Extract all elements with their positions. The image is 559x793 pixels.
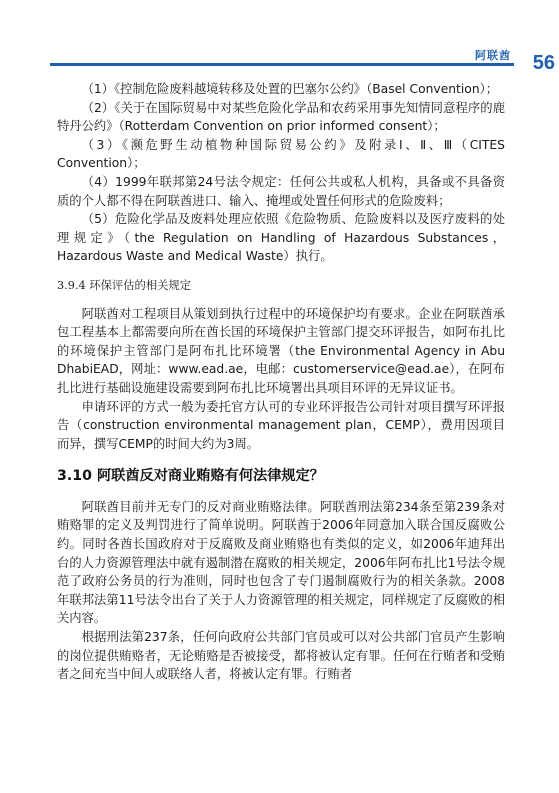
eia-paragraph-1: 阿联酋对工程项目从策划到执行过程中的环境保护均有要求。企业在阿联酋承包工程基本上都需要向所在酋长国的环境保护主管部门提交环评报告，如阿布扎比的环境保护主管部门是阿布扎比环境署（the Environmental Agency in Abu DhabiEAD，网址：www.ead.ae，电邮：customerservice@ead.ae），在阿布扎比进行基础设施建设需要到阿布扎比环境署出具项目环评的无异议证书。 xyxy=(57,306,505,395)
page-header xyxy=(0,0,559,74)
header-rule xyxy=(50,63,514,66)
subsection-heading: 3.9.4 环保评估的相关规定 xyxy=(57,278,192,292)
regulation-item-4: （4）1999年联邦第24号法令规定：任何公共或私人机构，具备或不具备资质的个人都不得在阿联酋进口、输入、掩埋或处置任何形式的危险废料； xyxy=(57,174,505,208)
convention-item-3: （3）《濒危野生动植物种国际贸易公约》及附录Ⅰ、Ⅱ、Ⅲ（CITES Convention）； xyxy=(57,137,505,171)
eia-paragraph-2: 申请环评的方式一般为委托官方认可的专业环评报告公司针对项目撰写环评报告（construction environmental management plan，CEMP），费用因项目而异，撰写CEMP的时间大约为3周。 xyxy=(57,399,505,451)
convention-item-1: （1）《控制危险废料越境转移及处置的巴塞尔公约》（Basel Convention）； xyxy=(81,82,499,96)
regulation-item-5: （5）危险化学品及废料处理应依照《危险物质、危险废料以及医疗废料的处理规定》（the Regulation on Handling of Hazardous Substances，Hazardous Waste and Medical Waste）执行。 xyxy=(57,212,505,264)
bribery-paragraph-2: 根据刑法第237条，任何向政府公共部门官员或可以对公共部门官员产生影响的岗位提供贿赂者，无论贿赂是否被接受，都将被认定有罪。任何在行贿者和受贿者之间充当中间人或联络人者，将被认定有罪。行贿者 xyxy=(57,630,505,682)
page-body xyxy=(57,80,505,684)
running-header-label: 阿联酋 xyxy=(475,49,511,62)
convention-item-2: （2）《关于在国际贸易中对某些危险化学品和农药采用事先知情同意程序的鹿特丹公约》（Rotterdam Convention on prior informed consent）； xyxy=(57,100,505,134)
bribery-paragraph-1: 阿联酋目前并无专门的反对商业贿赂法律。阿联酋刑法第234条至第239条对贿赂罪的定义及判罚进行了简单说明。阿联酋于2006年同意加入联合国反腐败公约。同时各酋长国政府对于反腐败及商业贿赂也有类似的定义，如2006年迪拜出台的人力资源管理法中就有遏制潜在腐败的相关规定，2006年阿布扎比1号法令规范了政府公务员的行为准则，同时也包含了专门遏制腐败行为的相关条款。2008年联邦法第11号法令出台了关于人力资源管理的相关规定，同样规定了反腐败的相关内容。 xyxy=(57,499,505,626)
page-number: 56 xyxy=(532,52,555,74)
section-heading: 3.10 阿联酋反对商业贿赂有何法律规定？ xyxy=(57,468,324,485)
